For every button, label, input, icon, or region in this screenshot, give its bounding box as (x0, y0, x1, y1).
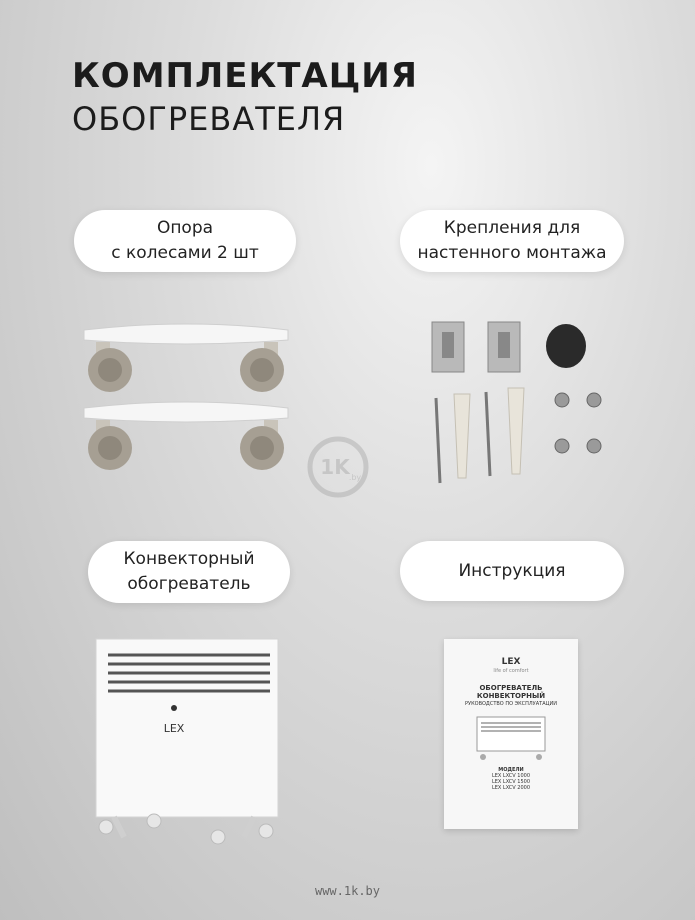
label-mount-kit (400, 210, 624, 272)
watermark-text: 1K (320, 455, 350, 479)
label-line: с колесами 2 шт (111, 243, 259, 263)
manual-icon (444, 639, 578, 829)
heater-brand: LEX (163, 722, 185, 735)
small-screw-icon (555, 393, 601, 453)
label-line: Инструкция (458, 560, 566, 581)
manual-subtitle: РУКОВОДСТВО ПО ЭКСПЛУАТАЦИИ (465, 700, 557, 707)
manual-model: LEX LXCV 2000 (491, 784, 531, 791)
label-wheel-stand (74, 210, 296, 272)
watermark-logo (305, 434, 371, 500)
label-heater (88, 541, 290, 603)
label-line: обогреватель (127, 574, 251, 594)
label-manual (400, 541, 624, 601)
heater-icon (94, 637, 280, 857)
watermark-suffix: .by (348, 473, 362, 482)
bracket-icon (432, 322, 520, 372)
label-line: Крепления для (443, 218, 581, 239)
page-subtitle: ОБОГРЕВАТЕЛЯ (72, 100, 346, 138)
wheel-stand-bottom (84, 402, 288, 470)
manual-tagline: life of comfort (493, 667, 529, 674)
label-line: Конвекторный (123, 549, 255, 570)
manual-title: КОНВЕКТОРНЫЙ (476, 692, 546, 701)
manual-heater-image (471, 713, 551, 761)
manual-models-label: МОДЕЛИ (498, 766, 524, 773)
label-line: Опора (156, 218, 214, 239)
spacer-icon (546, 324, 586, 368)
label-line: настенного монтажа (417, 243, 607, 263)
mount-kit-icon (416, 318, 616, 488)
manual-model: LEX LXCV 1000 (491, 772, 531, 779)
page-title: КОМПЛЕКТАЦИЯ (72, 56, 418, 96)
manual-brand: LEX (501, 657, 521, 667)
manual-title: ОБОГРЕВАТЕЛЬ (479, 683, 543, 692)
footer-url: www.1k.by (314, 884, 381, 898)
wheel-stand-icon (76, 318, 296, 478)
wheel-stand-top (84, 324, 288, 392)
manual-model: LEX LXCV 1500 (491, 778, 531, 785)
